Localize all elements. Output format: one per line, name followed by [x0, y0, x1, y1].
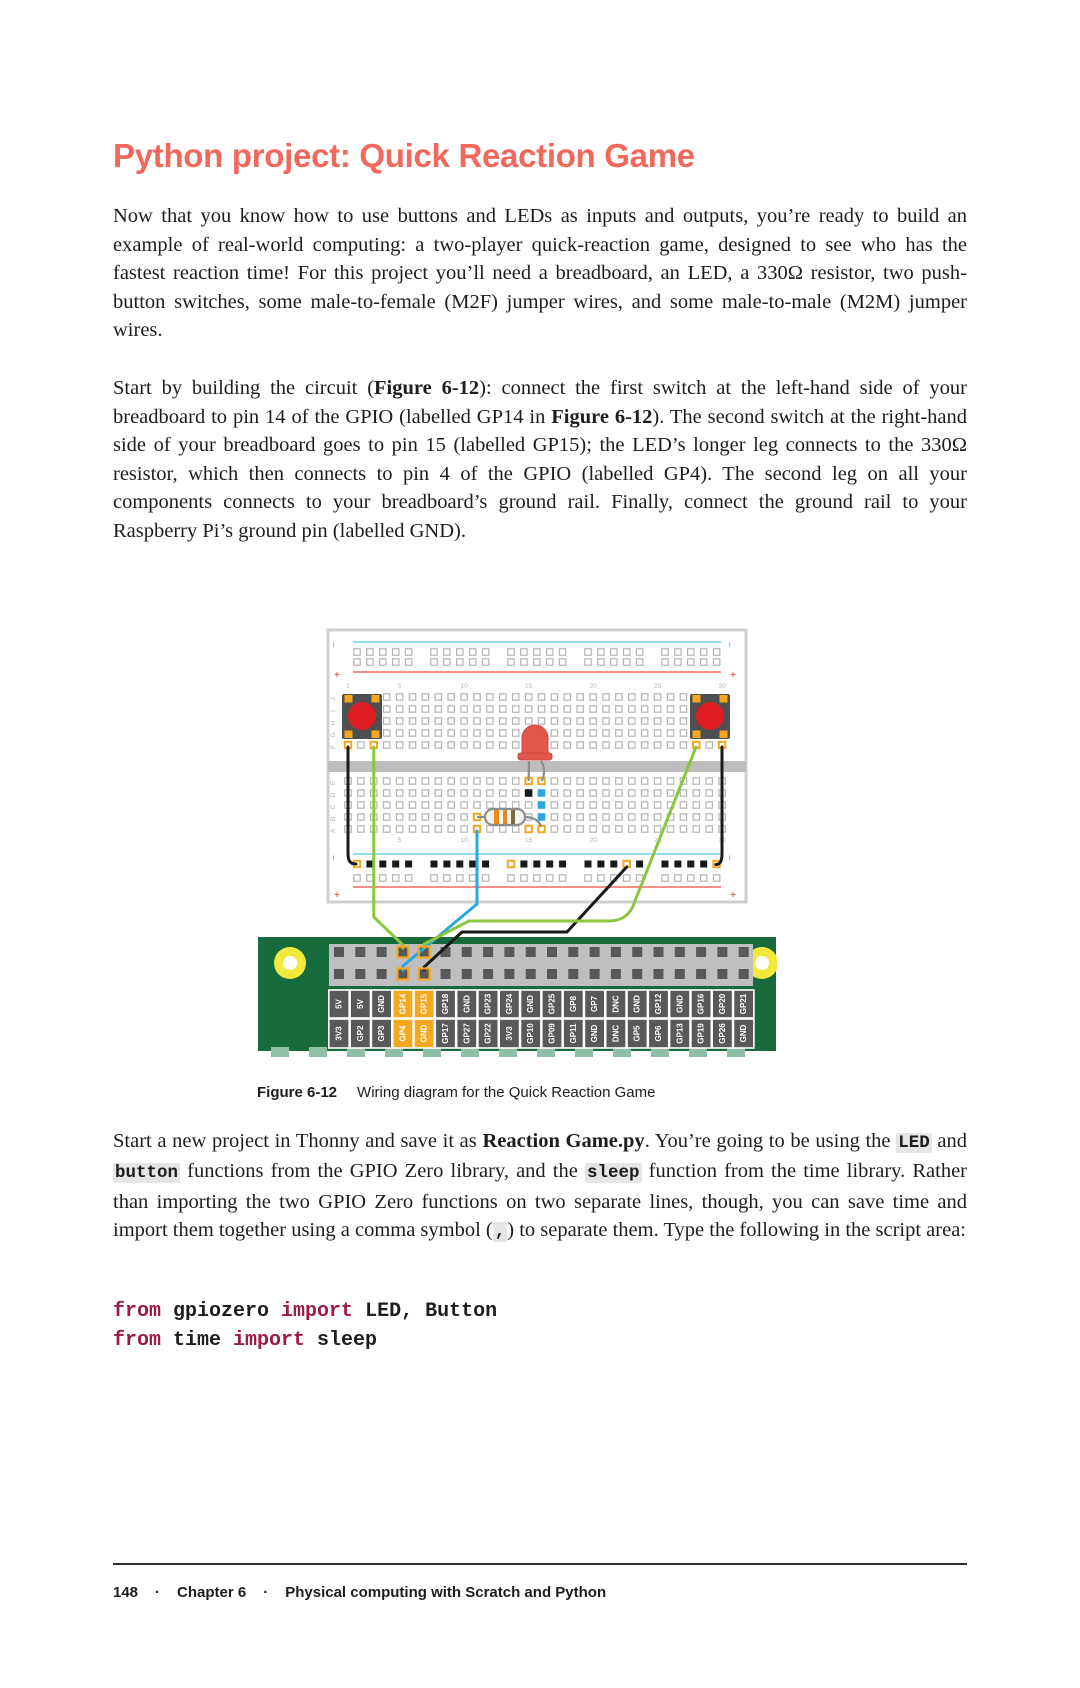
- footer-separator: ·: [155, 1584, 161, 1601]
- gpio-pin: [547, 947, 557, 957]
- gpio-pin: [696, 969, 706, 979]
- gpio-pin-label: GND: [590, 1024, 600, 1042]
- rail-symbol: +: [730, 669, 736, 681]
- button-cap: [696, 702, 724, 730]
- push-button-right: [690, 694, 730, 739]
- row-letter: C: [330, 804, 337, 809]
- gpio-pin: [334, 969, 344, 979]
- gpio-pin-label: GP17: [441, 1022, 450, 1044]
- column-number: 10: [460, 682, 468, 690]
- column-number: 1: [346, 682, 350, 690]
- gpio-pin: [611, 947, 621, 957]
- gpio-pin-label: GND: [526, 994, 536, 1013]
- column-number: 1: [346, 836, 350, 844]
- gpio-pin: [568, 947, 578, 957]
- figure-caption-text: Wiring diagram for the Quick Reaction Game: [357, 1083, 656, 1101]
- row-letter: G: [330, 732, 337, 738]
- gpio-pin-label: GP7: [590, 995, 600, 1012]
- row-letter: D: [330, 792, 337, 797]
- resistor-band: [503, 810, 507, 824]
- gpio-pin-label: GP24: [504, 993, 514, 1014]
- gpio-pin: [547, 969, 557, 979]
- code-line: from time import sleep: [113, 1328, 378, 1352]
- gpio-pin: [441, 969, 451, 979]
- row-letter: B: [330, 816, 337, 821]
- gpio-pin: [654, 947, 664, 957]
- gpio-pin: [675, 969, 685, 979]
- figure-caption-label: Figure 6-12: [257, 1083, 338, 1101]
- row-letter: J: [330, 696, 337, 701]
- gpio-pin: [334, 947, 344, 957]
- gpio-pin-label: GP12: [654, 993, 663, 1014]
- push-button-left: [342, 694, 382, 739]
- gpio-pin-label: GP27: [462, 1022, 472, 1044]
- gpio-pin-label: GP20: [717, 993, 727, 1014]
- gpio-pin: [377, 969, 387, 979]
- page-title: Python project: Quick Reaction Game: [113, 137, 695, 174]
- gpio-pin-label: GP19: [696, 1022, 706, 1044]
- gpio-pin-label: GND: [632, 994, 642, 1013]
- gpio-pin: [590, 947, 600, 957]
- rail-symbol: +: [334, 669, 340, 681]
- column-number: 25: [653, 682, 662, 690]
- gpio-pin-label: GP14: [398, 993, 408, 1014]
- gpio-pin-label: GP8: [568, 995, 578, 1012]
- gpio-pin: [611, 969, 621, 979]
- gpio-pin: [504, 969, 514, 979]
- paragraph-intro: Now that you know how to use buttons and LEDs as inputs and outputs, you’re ready to build an example of real-world computing: a two-player quick-reaction game, designed to see who has the fastest reaction time! For this project you’ll need a breadboard, an LED, a 330Ω resistor, two push-button switches, some male-to-female (M2F) jumper wires, and some male-to-male (M2M) jumper wires.: [113, 205, 967, 342]
- gpio-pin-label: GP6: [654, 1025, 663, 1042]
- footer-separator: ·: [263, 1584, 269, 1601]
- rail-symbol: −: [329, 641, 340, 648]
- gpio-pin-label: DNC: [611, 1024, 621, 1042]
- gpio-pin: [526, 969, 536, 979]
- page-number: 148: [113, 1584, 139, 1601]
- gpio-pin-label: GP10: [526, 1022, 536, 1044]
- chapter-title: Physical computing with Scratch and Python: [285, 1584, 607, 1601]
- gpio-pin: [632, 947, 642, 957]
- column-number: 30: [718, 682, 726, 690]
- column-number: 25: [653, 836, 662, 844]
- pcb-notch: [309, 1047, 327, 1057]
- breadboard-divider: [328, 761, 746, 772]
- gpio-pin: [590, 969, 600, 979]
- gpio-pin: [696, 947, 706, 957]
- gpio-pin-label: 3V3: [504, 1025, 514, 1041]
- gpio-pin-label: GND: [419, 1024, 429, 1042]
- column-number: 20: [589, 836, 597, 844]
- page-footer: [113, 1563, 967, 1601]
- paragraph-thonny: Start a new project in Thonny and save it as Reaction Game.py. You’re going to be using the LED and button functions from the GPIO Zero library, and the sleep function from the time library. Rather than importing the two GPIO Zero functions on two separate lines, though, you can save time and import them together using a comma symbol ( ,) to separate them. Type the following in the script area:: [113, 1129, 968, 1243]
- gpio-pin: [739, 947, 749, 957]
- gpio-pin-label: GP22: [483, 1022, 493, 1044]
- column-number: 30: [718, 836, 726, 844]
- rail-symbol: +: [730, 889, 736, 901]
- gpio-pin-label: GND: [675, 994, 685, 1013]
- gpio-pin-label: GP11: [568, 1023, 578, 1044]
- gpio-pin: [739, 969, 749, 979]
- code-line: from gpiozero import LED, Button: [113, 1299, 498, 1323]
- gpio-pin: [675, 947, 685, 957]
- gpio-pin-label: DNC: [611, 994, 621, 1013]
- column-number: 15: [524, 836, 533, 844]
- wiring-diagram-svg: [257, 609, 777, 1064]
- column-number: 5: [397, 836, 402, 844]
- figure-caption: [257, 1084, 779, 1101]
- gpio-pin-label: GP16: [696, 993, 706, 1014]
- column-number: 15: [524, 682, 533, 690]
- gpio-pin-label: GND: [739, 1024, 749, 1042]
- gpio-pin-label: 5V: [334, 998, 344, 1009]
- wiring-diagram: [257, 609, 779, 1064]
- gpio-pin: [717, 947, 727, 957]
- gpio-pin-label: GP26: [717, 1022, 727, 1044]
- gpio-pin: [632, 969, 642, 979]
- gpio-pin: [717, 969, 727, 979]
- gpio-pin-labels: [329, 990, 754, 1048]
- paragraph-circuit-instructions: Start by building the circuit (Figure 6-12): connect the first switch at the left-hand side of your breadboard to pin 14 of the GPIO (labelled GP14 in Figure 6-12). The second switch at the right-hand side of your breadboard goes to pin 15 (labelled GP15); the LED’s longer leg connects to the 330Ω resistor, which then connects to pin 4 of the GPIO (labelled GP4). The second leg on all your components connects to your breadboard’s ground rail. Finally, connect the ground rail to your Raspberry Pi’s ground pin (labelled GND).: [113, 376, 967, 542]
- gpio-pin-label: GND: [462, 994, 472, 1013]
- gpio-pin-label: 3V3: [334, 1025, 344, 1041]
- row-letter: E: [330, 780, 337, 785]
- gpio-pin: [654, 969, 664, 979]
- gpio-header: [329, 944, 753, 986]
- gpio-pin: [355, 947, 365, 957]
- gpio-pin: [377, 947, 387, 957]
- column-number: 10: [460, 836, 468, 844]
- resistor-band: [511, 810, 515, 824]
- row-letter: A: [330, 828, 337, 833]
- gpio-pin: [483, 969, 493, 979]
- gpio-pin-label: GP21: [739, 993, 749, 1014]
- rail-symbol: −: [329, 854, 340, 861]
- resistor-band: [494, 810, 499, 824]
- gpio-pin: [526, 947, 536, 957]
- rail-symbol: +: [334, 889, 340, 901]
- gpio-pin-label: GP18: [441, 993, 450, 1014]
- row-letter: H: [330, 720, 337, 725]
- gpio-pin-label: GP23: [483, 993, 493, 1014]
- gpio-pin-label: GP25: [547, 993, 557, 1014]
- gpio-pin: [568, 969, 578, 979]
- rail-symbol: −: [725, 641, 736, 648]
- rail-symbol: −: [725, 854, 736, 861]
- breadboard: [328, 630, 746, 902]
- gpio-pin: [483, 947, 493, 957]
- gpio-pin: [355, 969, 365, 979]
- gpio-pin: [462, 947, 472, 957]
- column-number: 20: [589, 682, 597, 690]
- row-letter: I: [330, 709, 337, 712]
- gpio-pin-label: GND: [377, 994, 387, 1013]
- gpio-pin: [462, 969, 472, 979]
- button-cap: [348, 702, 376, 730]
- pcb-notch: [271, 1047, 289, 1057]
- gpio-pin-label: GP5: [632, 1025, 642, 1042]
- code-block: [113, 1297, 967, 1355]
- gpio-pin-label: GP09: [547, 1022, 557, 1044]
- column-number: 5: [397, 682, 402, 690]
- gpio-pin-label: GP2: [355, 1025, 365, 1042]
- gpio-pin-label: GP13: [675, 1022, 685, 1044]
- gpio-pin-label: GP15: [419, 993, 429, 1014]
- gpio-pin-label: GP4: [398, 1025, 408, 1042]
- figure-6-12: [257, 609, 779, 1101]
- row-letter: F: [330, 744, 337, 749]
- gpio-pin-label: 5V: [355, 998, 365, 1009]
- gpio-pin: [504, 947, 514, 957]
- gpio-pin-label: GP3: [377, 1025, 387, 1042]
- chapter-number: Chapter 6: [177, 1584, 247, 1601]
